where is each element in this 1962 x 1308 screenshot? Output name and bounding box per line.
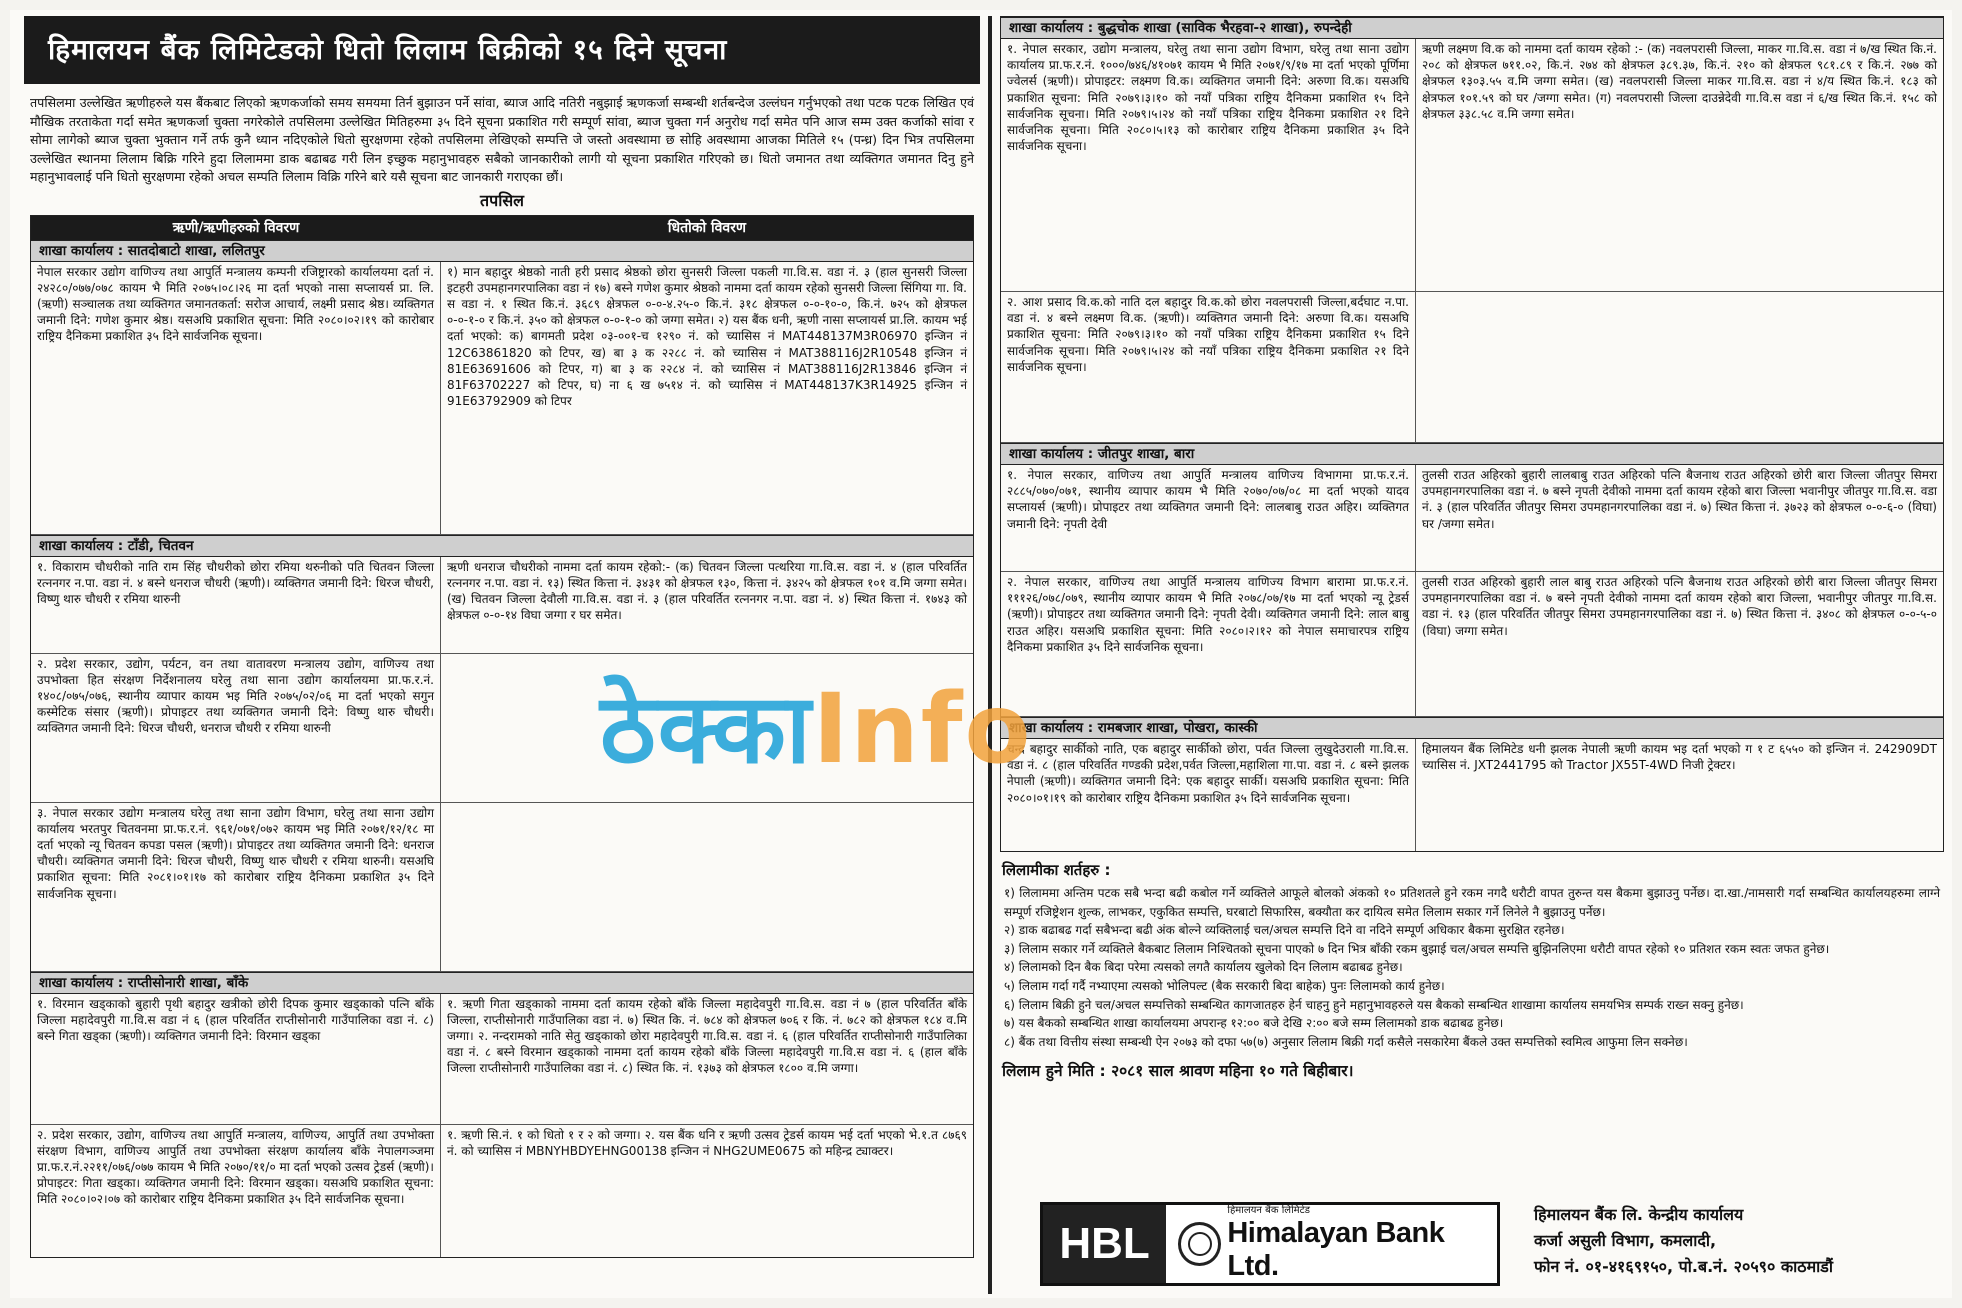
notice-title: हिमालयन बैंक लिमिटेडको धितो लिलाम बिक्रीको १५ दिने सूचना xyxy=(24,16,980,84)
auction-date: लिलाम हुने मिति : २०८१ साल श्रावण महिना १० गते बिहीबार। xyxy=(1002,1062,1354,1081)
left-table xyxy=(30,215,974,1258)
bank-seal-icon xyxy=(1178,1222,1221,1266)
term-item: ६) लिलाम बिक्री हुने चल/अचल सम्पत्तिको सम्बन्धित कागजातहरु हेर्न चाहनु हुने महानुभावहरुले यस बैकको सम्बन्धित शाखामा कार्यालय समयभित्र सम्पर्क राख्न सक्नु हुनेछ। xyxy=(1004,997,1744,1012)
table-row xyxy=(31,557,973,654)
left-column xyxy=(24,16,980,1294)
watermark-part1: ठेक्का xyxy=(600,673,813,785)
branch-heading: शाखा कार्यालय : राप्तीसोनारी शाखा, बाँके xyxy=(31,972,973,994)
borrower-cell: ३. नेपाल सरकार उद्योग मन्त्रालय घरेलु तथा साना उद्योग विभाग, घरेलु तथा साना उद्योग कार्यालय भरतपुर चितवनमा प्रा.फ.र.नं. ९६१/०७१/०७२ कायम भइ मिति २०७१/१२/१८ मा दर्ता भएको न्यू चितवन कपडा पसल (ऋणी)। प्रोपाइटर तथा व्यक्तिगत जमानी दिने: धनराज चौधरी। व्यक्तिगत जमानी दिने: धिरज चौधरी, विष्णु थारु चौधरी र रमिया थारुनी। यसअघि प्रकाशित सूचना: मिति २०८१।०१।१७ को कारोबार राष्ट्रिय दैनिकमा प्रकाशित ३५ दिने सार्वजनिक सूचना। xyxy=(31,803,441,971)
bank-logo xyxy=(1040,1202,1500,1286)
table-row xyxy=(1001,465,1943,572)
borrower-cell: २. आश प्रसाद वि.क.को नाति दल बहादुर वि.क.को छोरा नवलपरासी जिल्ला,बर्दघाट न.पा. वडा नं. ४ बस्ने लक्ष्मण वि.क. (ऋणी)। व्यक्तिगत जमानी दिने: अरुणा वि.क। यसअघि प्रकाशित सूचना: मिति २०७९।३।१० को नयाँ पत्रिका राष्ट्रिय दैनिकमा प्रकाशित १५ दिने सार्वजनिक सूचना। मिति २०७९।५।२४ को नयाँ पत्रिका राष्ट्रिय दैनिकमा प्रकाशित २१ दिने सार्वजनिक सूचना। xyxy=(1001,292,1416,442)
collateral-cell: हिमालयन बैंक लिमिटेड धनी झलक नेपाली ऋणी कायम भइ दर्ता भएको ग १ ट ६५५० को इन्जिन नं. 242909DT च्यासिस नं. JXT2441795 को Tractor JX55T-4WD निजी ट्रेक्टर। xyxy=(1422,742,1937,773)
collateral-cell: १) मान बहादुर श्रेष्ठको नाती हरी प्रसाद श्रेष्ठको छोरा सुनसरी जिल्ला पकली गा.वि.स. वडा नं. ३ (हाल सुनसरी जिल्ला इटहरी उपमहानगरपालिका वडा नं १७) बस्ने गणेश कुमार श्रेष्ठको नाममा दर्ता कायम रहेको सुनसरी जिल्ला सिंगिया गा. वि. स वडा नं. १ स्थित कि.नं. ३६८९ क्षेत्रफल ०-०-४.२५-० कि.नं. ३१८ क्षेत्रफल ०-०-१०-०, कि.नं. ७२५ को क्षेत्रफल ०-०-१-० र कि.नं. ३५० को क्षेत्रफल ०-०-१-० को जग्गा समेत। २) यस बैंक धनी, ऋणी नासा सप्लायर्स प्रा.लि. कायम भई दर्ता भएको: क) बागमती प्रदेश ०३-००१-च १२९० नं. को च्यासिस नं MAT448137M3R06970 इन्जिन नं 12C63861820 को टिपर, ख) बा ३ क २२८८ नं. को च्यासिस नं MAT388116J2R10548 इन्जिन नं 81E63691606 को टिपर, ग) बा ३ क २२८४ नं. को च्यासिस नं MAT388116J2R13846 इन्जिन नं 81F63702227 को टिपर, घ) ना ६ ख ७५१४ नं. को च्यासिस नं MAT448137K3R14925 इन्जिन नं 91E63792909 को टिपर xyxy=(447,264,967,409)
branch-heading: शाखा कार्यालय : रामबजार शाखा, पोखरा, कास्की xyxy=(1001,717,1943,739)
contact-line: फोन नं. ०१-४१६९१५०, पो.ब.नं. २०५९० काठमाडौं xyxy=(1534,1257,1833,1276)
intro-paragraph: तपसिलमा उल्लेखित ऋणीहरुले यस बैंकबाट लिएको ऋणकर्जाको समय समयमा तिर्न बुझाउन पर्ने सांवा, ब्याज आदि नतिरी नबुझाई ऋणकर्जा सम्बन्धी शर्तबन्देज उल्लंघन गर्नुभएको तथा पटक पटक लिखित एवं मौखिक तरताकेता गर्दा समेत ऋणकर्जा चुक्ता नगरेकोले तपसिलमा उल्लेखित मितिहरुमा ३५ दिने सूचना प्रकाशित गरी सम्पूर्ण सांवा, ब्याज चुक्ता गर्न अनुरोध गर्दा समेत पनि आज सम्म उक्त कर्जाको सांवा र सोमा लागेको ब्याज चुक्ता भुक्तान गर्ने तर्फ कुनै ध्यान नदिएकोले धितो सुरक्षणमा रहेको तपसिलमा लेखिएको सम्पत्ति जे जस्तो अवस्थामा छ सोहि अवस्थामा आजका मितिले १५ (पन्ध्र) दिन भित्र तपसिलमा उल्लेखित स्थानमा लिलाम बिक्रि गरिने हुदा लिलाममा डाक बढाबढ गरी लिन इच्छुक महानुभावहरु सबैको जानकारीको लागी यो सूचना प्रकाशित गरिएको छ। धितो जमानत तथा व्यक्तिगत जमानत दिनु हुने महानुभावलाई पनि धितो सुरक्षणमा रहेको अचल सम्पति लिलाम विक्रि गरिने बारे यसै सूचना बाट जानकारी गराएका छौं। xyxy=(30,95,974,184)
collateral-cell: ऋणी धनराज चौधरीको नाममा दर्ता कायम रहेको:- (क) चितवन जिल्ला पत्थरिया गा.वि.स. वडा नं. ४ (हाल परिवर्तित रत्ननगर न.पा. वडा नं. १३) स्थित कित्ता नं. ३४३१ को क्षेत्रफल १३०, कित्ता नं. ३४२५ को क्षेत्रफल १०१ व.मि जग्गा समेत। (ख) चितवन जिल्ला देवौली गा.वि.स. वडा नं. ३ (हाल परिवर्तित रत्ननगर न.पा. वडा नं. ४) स्थित कित्ता नं. १७४३ को क्षेत्रफल ०-०-१४ विघा जग्गा र घर समेत। xyxy=(447,559,967,623)
right-table xyxy=(1000,16,1944,852)
borrower-cell: १. विकाराम चौधरीको नाति राम सिंह चौधरीको छोरा रमिया थरुनीको पति चितवन जिल्ला रत्ननगर न.पा. वडा नं. ४ बस्ने धनराज चौधरी (ऋणी)। व्यक्तिगत जमानी दिने: धिरज चौधरी, विष्णु थारु चौधरी र रमिया थारुनी xyxy=(31,557,441,653)
collateral-cell xyxy=(441,803,973,971)
term-item: १) लिलाममा अन्तिम पटक सबै भन्दा बढी कबोल गर्ने व्यक्तिले आफूले बोलको अंकको १० प्रतिशतले हुने रकम नगदै धरौटी वापत तुरुन्त यस बैकमा बुझाउनु पर्नेछ। दा.खा./नामसारी गर्दा सम्बन्धित कार्यालयहरुमा लाग्ने सम्पूर्ण रजिष्ट्रेशन शुल्क, लाभकर, एकुकित सम्पत्ति, घरबाटो सिफारिस, बक्यौता कर दायित्व समेत लिलाम सकार गर्ने लिनेले नै बुझाउनु पर्नेछ। xyxy=(1004,886,1940,919)
hbl-logo-mark: HBL xyxy=(1043,1205,1166,1283)
table-row xyxy=(31,803,973,972)
collateral-cell xyxy=(1416,292,1943,442)
table-row xyxy=(31,262,973,535)
contact-line: हिमालयन बैंक लि. केन्द्रीय कार्यालय xyxy=(1534,1205,1744,1224)
borrower-cell: चन्द्र बहादुर सार्कीको नाति, एक बहादुर सार्कीको छोरा, पर्वत जिल्ला लुखुदेउराली गा.वि.स. वडा नं. ८ (हाल परिवर्तित गण्डकी प्रदेश,पर्वत जिल्ला,महाशिला गा.पा. वडा नं. ८ बस्ने झलक नेपाली (ऋणी)। व्यक्तिगत जमानी दिने: एक बहादुर सार्की। यसअघि प्रकाशित सूचना: मिति २०८०।०१।१९ को कारोबार राष्ट्रिय दैनिकमा प्रकाशित ३५ दिने सार्वजनिक सूचना। xyxy=(1001,739,1416,851)
notice-page xyxy=(10,10,1952,1298)
term-item: ७) यस बैकको सम्बन्धित शाखा कार्यालयमा अपरान्ह १२:०० बजे देखि २:०० बजे सम्म लिलामको डाक बढाबढ हुनेछ। xyxy=(1004,1016,1504,1031)
branch-heading: शाखा कार्यालय : टाँडी, चितवन xyxy=(31,535,973,557)
branch-heading: शाखा कार्यालय : जीतपुर शाखा, बारा xyxy=(1001,443,1943,465)
collateral-cell: १. ऋणी सि.नं. १ को धितो १ र २ को जग्गा। २. यस बैंक धनि र ऋणी उत्सव ट्रेडर्स कायम भई दर्ता भएको भे.१.त ८७६९ नं. को च्यासिस नं MBNYHBDYEHNG00138 इन्जिन नं NHG2UME0675 को महिन्द्र ट्याक्टर। xyxy=(447,1127,967,1158)
tapsil-heading: तपसिल xyxy=(479,190,525,210)
term-item: ३) लिलाम सकार गर्ने व्यक्तिले बैकबाट लिलाम निश्चितको सूचना पाएको ७ दिन भित्र बाँकी रकम बुझाई चल/अचल सम्पत्ति बुझिनलिएमा धरौटी वापत रहेको १० प्रतिशत रकम स्वतः जफत हुनेछ। xyxy=(1004,941,1830,956)
collateral-cell: तुलसी राउत अहिरको बुहारी लाल बाबु राउत अहिरको पत्नि बैजनाथ राउत अहिरको छोरी बारा जिल्ला जीतपुर सिमरा उपमहानगरपालिका वडा नं. ७ बस्ने नृपती देवीको नाममा दर्ता कायम रहेको बारा जिल्ला, भवानीपुर जीतपुर गा.वि.स. वडा नं. १३ (हाल परिवर्तित जीतपुर सिमरा उपमहानगरपालिका वडा नं. ७) स्थित कित्ता नं. ३४०८ को क्षेत्रफल ०-०-५-० (विघा) जग्गा समेत। xyxy=(1422,575,1937,638)
borrower-cell: १. नेपाल सरकार, वाणिज्य तथा आपुर्ति मन्त्रालय वाणिज्य विभागमा प्रा.फ.र.नं. २८८५/०७०/०७१, स्थानीय व्यापार कायम भै मिति २०७०/०७/०८ मा दर्ता भएको यादव सप्लायर्स (ऋणी)। प्रोपाइटर तथा व्यक्तिगत जमानी दिने: लालबाबु राउत अहिर। व्यक्तिगत जमानी दिने: नृपती देवी xyxy=(1001,465,1416,571)
term-item: ५) लिलाम गर्दा गर्दै नभ्याएमा त्यसको भोलिपल्ट (बैक सरकारी बिदा बाहेक) पुनः लिलामको कार्य हुनेछ। xyxy=(1004,978,1445,993)
table-header xyxy=(31,216,973,240)
term-item: ८) बैंक तथा वित्तीय संस्था सम्बन्धी ऐन २०७३ को दफा ५७(७) अनुसार लिलाम बिक्री गर्दा कसैले नसकारेमा बैंकले उक्त सम्पत्तिको स्वमित्व आफुमा लिन सक्नेछ। xyxy=(1004,1034,1688,1049)
contact-line: कर्जा असुली विभाग, कमलादी, xyxy=(1534,1231,1717,1250)
terms-heading: लिलामीका शर्तहरु : xyxy=(1002,861,1111,879)
column-divider xyxy=(988,16,992,1294)
collateral-cell: १. ऋणी गिता खड्काको नाममा दर्ता कायम रहेको बाँके जिल्ला महादेवपुरी गा.वि.स. वडा नं ७ (हाल परिवर्तित बाँके जिल्ला, राप्तीसोनारी गाउँपालिका वडा नं. ७) स्थित कि. नं. ७८४ को क्षेत्रफल ७०६ र कि. नं. ७८२ को क्षेत्रफल १८४ व.मि जग्गा। २. नन्दरामको नाति सेतु खड्काको छोरा महादेवपुरी गा.वि.स. वडा नं. ६ (हाल परिवर्तित राप्तीसोनारी गाउँपालिका वडा नं. ८ बस्ने विरमान खड्काको नाममा दर्ता कायम रहेको बाँके जिल्ला महादेवपुरी गा.वि.स वडा नं. ६ (हाल बाँके जिल्ला राप्तीसोनारी गाउँपालिका वडा नं. ८) स्थित कि. नं. १३७३ को क्षेत्रफल १८०० व.मि जग्गा। xyxy=(447,996,967,1076)
table-row xyxy=(1001,39,1943,292)
terms-list xyxy=(1004,884,1940,1051)
collateral-cell xyxy=(441,654,973,802)
right-column xyxy=(1000,16,1944,1294)
table-row xyxy=(1001,292,1943,443)
borrower-cell: नेपाल सरकार उद्योग वाणिज्य तथा आपुर्ति मन्त्रालय कम्पनी रजिष्ट्रारको कार्यालयमा दर्ता नं. २४२८०/०७७/०७८ कायम भै मिति २०७५।०८।२६ मा दर्ता भएको नासा सप्लायर्स प्रा. लि.(ऋणी) सञ्चालक तथा व्यक्तिगत जमानतकर्ता: सरोज आचार्य, लक्ष्मी प्रसाद श्रेष्ठ। व्यक्तिगत जमानी दिने: गणेश कुमार श्रेष्ठ। यसअघि प्रकाशित सूचना: मिति २०८०।०२।१९ को कारोबार राष्ट्रिय दैनिकमा प्रकाशित ३५ दिने सार्वजनिक सूचना। xyxy=(31,262,441,534)
term-item: २) डाक बढाबढ गर्दा सबैभन्दा बढी अंक बोल्ने व्यक्तिलाई चल/अचल सम्पत्ति दिने वा नदिने सम्पूर्ण अधिकार बैकमा सुरक्षित रहनेछ। xyxy=(1004,923,1565,938)
borrower-cell: १. विरमान खड्काको बुहारी पृथी बहादुर खत्रीको छोरी दिपक कुमार खड्काको पत्नि बाँके जिल्ला महादेवपुरी गा.वि.स वडा नं ६ (हाल परिवर्तित राप्तीसोनारी गाउँपालिका वडा नं. ८) बस्ने गिता खड्का (ऋणी)। व्यक्तिगत जमानी दिने: विरमान खड्का xyxy=(31,994,441,1124)
header-borrower: ऋणी/ऋणीहरुको विवरण xyxy=(172,219,300,236)
table-row xyxy=(1001,572,1943,717)
branch-heading: शाखा कार्यालय : बुद्धचोक शाखा (साविक भैरहवा-२ शाखा), रुपन्देही xyxy=(1001,17,1943,39)
bank-name-nepali: हिमालयन बैंक लिमिटेड xyxy=(1227,1205,1311,1216)
branch-heading: शाखा कार्यालय : सातदोबाटो शाखा, ललितपुर xyxy=(31,240,973,262)
table-row xyxy=(1001,739,1943,851)
borrower-cell: २. प्रदेश सरकार, उद्योग, पर्यटन, वन तथा वातावरण मन्त्रालय उद्योग, वाणिज्य तथा उपभोक्ता हित संरक्षण निर्देशनालय घरेलु तथा साना उद्योग कार्यालयमा प्रा.फ.र.नं. १४०८/०७५/०७६, स्थानीय व्यापार कायम भइ मिति २०७५/०२/०६ मा दर्ता भएको सगुन कस्मेटिक संसार (ऋणी)। प्रोपाइटर तथा व्यक्तिगत जमानी दिने: विष्णु थारु चौधरी। व्यक्तिगत जमानी दिने: धिरज चौधरी, धनराज चौधरी र रमिया थारुनी xyxy=(31,654,441,802)
term-item: ४) लिलामको दिन बैक बिदा परेमा त्यसको लगतै कार्यालय खुलेको दिन लिलाम बढाबढ हुनेछ। xyxy=(1004,960,1403,975)
table-row xyxy=(31,1125,973,1257)
header-collateral: धितोको विवरण xyxy=(667,219,747,236)
borrower-cell: २. प्रदेश सरकार, उद्योग, वाणिज्य तथा आपुर्ति मन्त्रालय, वाणिज्य, आपुर्ति तथा उपभोक्ता संरक्षण विभाग, वाणिज्य आपुर्ति तथा उपभोक्ता संरक्षण कार्यालय बाँके नेपालगञ्जमा प्रा.फ.र.नं.२२११/०७६/०७७ कायम भै मिति २०७०/११/० मा दर्ता भएको उत्सव ट्रेडर्स (ऋणी)। प्रोपाइटर: गिता खड्का। व्यक्तिगत जमानी दिने: विरमान खड्का। यसअघि प्रकाशित सूचना: मिति २०८०।०२।०७ को कारोबार राष्ट्रिय दैनिकमा प्रकाशित ३५ दिने सार्वजनिक सूचना। xyxy=(31,1125,441,1257)
collateral-cell: तुलसी राउत अहिरको बुहारी लालबाबु राउत अहिरको पत्नि बैजनाथ राउत अहिरको छोरी बारा जिल्ला जीतपुर सिमरा उपमहानगरपालिका वडा नं. ७ बस्ने नृपती देवीको नाममा दर्ता कायम रहेको बारा जिल्ला भवानीपुर जीतपुर गा.वि.स. वडा नं. ३ (हाल परिवर्तित जीतपुर सिमरा उपमहानगरपालिका वडा नं. ७) स्थित कित्ता नं. ३७२३ को क्षेत्रफल ०-०-६-० (विघा) घर /जग्गा समेत। xyxy=(1422,468,1937,531)
watermark-part2: Info xyxy=(812,673,1033,785)
borrower-cell: २. नेपाल सरकार, वाणिज्य तथा आपुर्ति मन्त्रालय वाणिज्य विभाग बारामा प्रा.फ.र.नं. १११२६/०७८/०७९, स्थानीय व्यापार कायम भै मिति २०७८/०७/१७ मा दर्ता भएको न्यू ट्रेडर्स (ऋणी)। प्रोपाइटर तथा व्यक्तिगत जमानी दिने: नृपती देवी। व्यक्तिगत जमानी दिने: लाल बाबु राउत अहिर। यसअघि प्रकाशित सूचना: मिति २०८०।२।१२ को नेपाल समाचारपत्र राष्ट्रिय दैनिकमा प्रकाशित ३५ दिने सार्वजनिक सूचना। xyxy=(1001,572,1416,716)
contact-address xyxy=(1534,1202,1833,1286)
borrower-cell: १. नेपाल सरकार, उद्योग मन्त्रालय, घरेलु तथा साना उद्योग विभाग, घरेलु तथा साना उद्योग कार्यालय प्रा.फ.र.नं. १०००/७४६/४१०७१ कायम भै मिति २०७१/९/१७ मा दर्ता भएको पूर्णिमा ज्वेलर्स (ऋणी)। प्रोपाइटर: लक्ष्मण वि.क। व्यक्तिगत जमानी दिने: अरुणा वि.क। यसअघि प्रकाशित सूचना: मिति २०७९।३।१० को नयाँ पत्रिका राष्ट्रिय दैनिकमा प्रकाशित १५ दिने सार्वजनिक सूचना। मिति २०७९।५।२४ को नयाँ पत्रिका राष्ट्रिय दैनिकमा प्रकाशित २१ दिने सार्वजनिक सूचना। मिति २०८०।५।१३ को कारोबार राष्ट्रिय दैनिकमा प्रकाशित ३५ दिने सार्वजनिक सूचना। xyxy=(1001,39,1416,291)
footer xyxy=(1040,1202,1944,1286)
bank-logo-text xyxy=(1227,1205,1497,1283)
bank-name-english: Himalayan Bank Ltd. xyxy=(1227,1217,1445,1282)
table-row xyxy=(31,994,973,1125)
collateral-cell: ऋणी लक्ष्मण वि.क को नाममा दर्ता कायम रहेको :- (क) नवलपरासी जिल्ला, माकर गा.वि.स. वडा नं ७/ख स्थित कि.नं. २०८ को क्षेत्रफल ७११.०२, कि.नं. २७४ को क्षेत्रफल ३८९.३७, कि.नं. २१० को क्षेत्रफल ९८१.८९ र कि.नं. २७७ को क्षेत्रफल १३०३.५५ व.मि जग्गा समेत। (ख) नवलपरासी जिल्ला माकर गा.वि.स. वडा नं ४/य स्थित कि.नं. १८३ को क्षेत्रफल १०१.५९ को घर /जग्गा समेत। (ग) नवलपरासी जिल्ला दाउन्नेदेवी गा.वि.स वडा नं ६/ख स्थित कि.नं. १५८ को क्षेत्रफल ३३८.५८ व.मि जग्गा समेत। xyxy=(1422,42,1937,121)
table-row xyxy=(31,654,973,803)
